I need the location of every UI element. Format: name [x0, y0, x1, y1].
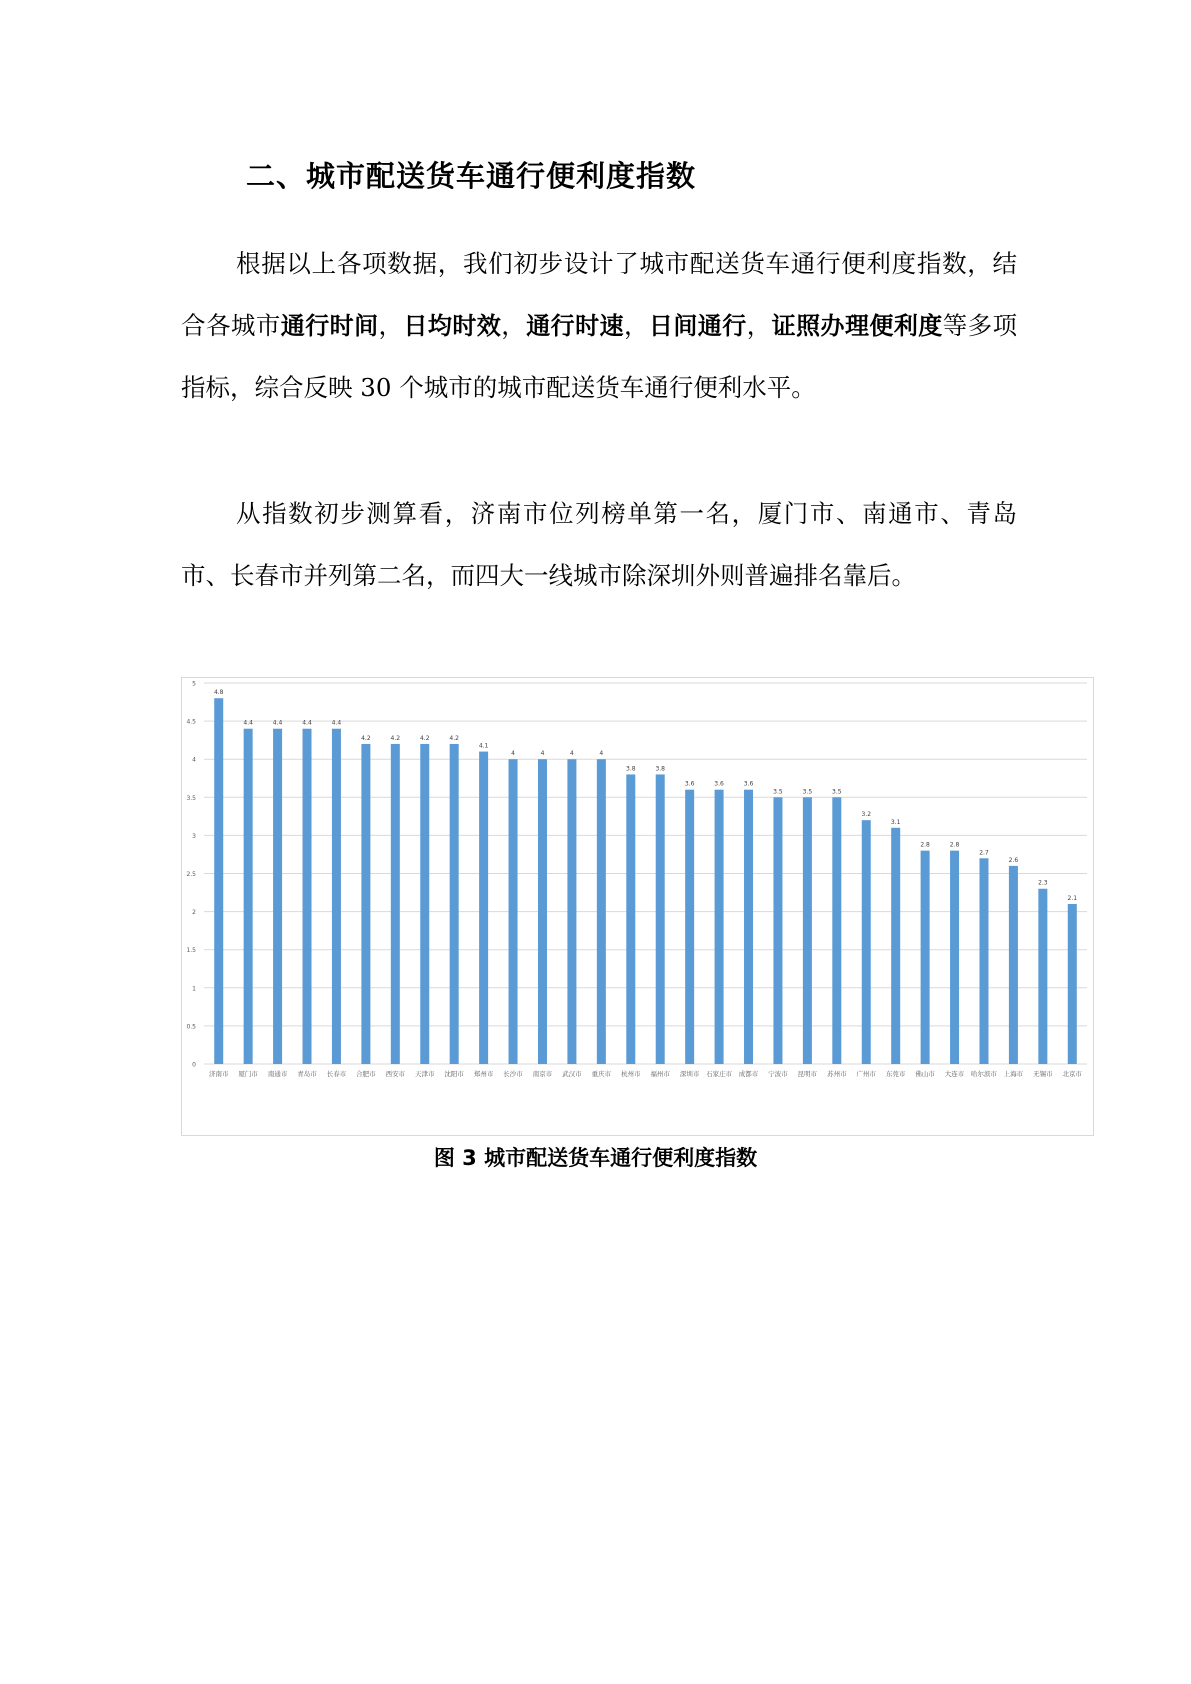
bar-24: [891, 828, 900, 1064]
x-tick-label: 长春市: [326, 1070, 347, 1078]
data-label: 2.1: [1067, 894, 1078, 902]
bar-3: [273, 729, 282, 1064]
data-label: 4: [540, 750, 545, 758]
data-label: 4.4: [302, 719, 312, 727]
indicator-daily-timeliness: 日均时效: [403, 312, 502, 340]
bar-16: [656, 774, 665, 1064]
y-axis-ticks: [186, 681, 196, 1069]
x-tick-label: 东莞市: [885, 1070, 906, 1078]
para1-text-a: 根据以上各项数据，我们初步设计了城市配送货车通行便利度指数，结合各城市: [181, 249, 1017, 340]
x-tick-label: 重庆市: [591, 1070, 612, 1078]
data-label: 4.2: [361, 734, 371, 742]
bar-23: [862, 820, 871, 1064]
bar-17: [685, 790, 694, 1064]
bar-18: [715, 790, 724, 1064]
bar-10: [479, 752, 488, 1064]
data-label: 3.6: [743, 780, 754, 788]
data-label: 4.2: [449, 734, 459, 742]
bar-2: [244, 729, 253, 1064]
figure-caption: 图 3 城市配送货车通行便利度指数: [433, 1146, 758, 1170]
x-tick-label: 石家庄市: [706, 1070, 733, 1078]
bar-22: [832, 797, 841, 1064]
x-axis-ticks: [209, 1069, 1083, 1078]
x-tick-label: 长沙市: [503, 1070, 523, 1078]
x-tick-label: 宁波市: [768, 1070, 788, 1078]
bar-27: [979, 858, 988, 1064]
x-tick-label: 南京市: [532, 1070, 553, 1078]
data-label: 4.4: [243, 719, 253, 727]
data-label: 3.5: [832, 788, 842, 796]
x-tick-label: 北京市: [1062, 1070, 1083, 1078]
x-tick-label: 深圳市: [679, 1070, 700, 1078]
para1-sep-2: ，: [501, 311, 527, 340]
x-tick-label: 佛山市: [915, 1070, 935, 1078]
x-tick-label: 武汉市: [562, 1070, 582, 1078]
paragraph-intro: [181, 233, 1017, 419]
bar-12: [538, 759, 547, 1064]
bar-15: [626, 774, 635, 1064]
bar-25: [921, 851, 930, 1064]
data-label: 4.4: [272, 719, 283, 727]
data-label: 2.8: [949, 841, 960, 849]
data-label: 4: [599, 750, 604, 758]
bar-4: [303, 729, 312, 1064]
bar-8: [420, 744, 429, 1064]
para1-sep-3: ，: [623, 311, 649, 340]
y-tick-label: 3: [192, 832, 196, 840]
x-tick-label: 济南市: [208, 1070, 229, 1078]
y-tick-label: 0: [192, 1061, 196, 1069]
bar-13: [567, 759, 576, 1064]
paragraph-ranking: 从指数初步测算看，济南市位列榜单第一名，厦门市、南通市、青岛市、长春市并列第二名，而四大一线城市除深圳外则普遍排名靠后。: [181, 499, 1017, 590]
data-label: 3.1: [890, 818, 901, 826]
x-tick-label: 大连市: [944, 1070, 965, 1078]
data-label: 3.2: [861, 811, 872, 819]
x-tick-label: 成都市: [738, 1070, 759, 1078]
indicator-speed: 通行时速: [526, 312, 624, 340]
data-label: 3.5: [802, 788, 813, 796]
para1-sep-4: ，: [746, 311, 772, 340]
bar-26: [950, 851, 959, 1064]
indicator-daytime-access: 日间通行: [648, 312, 747, 340]
data-label: 2.8: [920, 841, 930, 849]
x-tick-label: 合肥市: [356, 1070, 376, 1078]
bar-6: [361, 744, 370, 1064]
x-tick-label: 福州市: [650, 1070, 670, 1078]
y-tick-label: 0.5: [186, 1023, 196, 1031]
para1-sep-1: ，: [378, 311, 404, 340]
data-label: 4.4: [331, 719, 342, 727]
indicator-pass-time: 通行时间: [280, 312, 379, 340]
x-tick-label: 无锡市: [1033, 1070, 1053, 1078]
x-tick-label: 西安市: [385, 1070, 406, 1078]
data-label: 3.6: [684, 780, 695, 788]
data-label: 4.8: [213, 689, 224, 697]
y-tick-label: 1: [192, 985, 196, 993]
bar-19: [744, 790, 753, 1064]
bar-chart: [182, 678, 1093, 1135]
data-label: 2.3: [1038, 879, 1048, 887]
data-label: 3.8: [655, 765, 665, 773]
section-heading: 二、城市配送货车通行便利度指数: [246, 159, 697, 193]
bar-7: [391, 744, 400, 1064]
bar-chart-container: [181, 677, 1094, 1136]
x-tick-label: 沈阳市: [444, 1070, 464, 1078]
y-tick-label: 4: [192, 756, 196, 764]
y-tick-label: 3.5: [186, 794, 196, 802]
x-tick-label: 杭州市: [621, 1070, 641, 1078]
x-tick-label: 青岛市: [297, 1070, 317, 1078]
x-tick-label: 天津市: [415, 1070, 435, 1078]
bars: [214, 698, 1077, 1064]
data-label: 2.6: [1008, 856, 1019, 864]
bar-30: [1068, 904, 1077, 1064]
x-tick-label: 南通市: [267, 1070, 288, 1078]
indicator-permit-convenience: 证照办理便利度: [771, 312, 943, 340]
y-tick-label: 5: [192, 680, 196, 688]
y-tick-label: 2: [192, 909, 196, 917]
bar-5: [332, 729, 341, 1064]
x-tick-label: 苏州市: [827, 1070, 847, 1078]
x-tick-label: 哈尔滨市: [970, 1070, 997, 1078]
bar-9: [450, 744, 459, 1064]
data-label: 4: [511, 750, 515, 758]
bar-11: [509, 759, 518, 1064]
data-label: 4: [570, 750, 574, 758]
x-tick-label: 上海市: [1003, 1070, 1024, 1078]
data-label: 4.2: [390, 734, 401, 742]
y-tick-label: 2.5: [186, 871, 196, 878]
x-tick-label: 郑州市: [473, 1070, 494, 1078]
bar-20: [773, 797, 782, 1064]
bar-21: [803, 797, 812, 1064]
x-tick-label: 广州市: [856, 1070, 876, 1078]
x-tick-label: 昆明市: [797, 1070, 818, 1078]
bar-14: [597, 759, 606, 1064]
data-label: 4.1: [478, 742, 489, 750]
data-label: 3.8: [626, 765, 636, 773]
data-label: 2.7: [979, 849, 989, 857]
data-label: 4.2: [419, 734, 430, 742]
bar-1: [214, 698, 223, 1064]
y-tick-label: 4.5: [186, 718, 196, 726]
bar-28: [1009, 866, 1018, 1064]
data-label: 3.6: [714, 780, 724, 788]
y-tick-label: 1.5: [186, 947, 196, 955]
data-label: 3.5: [773, 788, 783, 796]
x-tick-label: 厦门市: [238, 1070, 258, 1078]
bar-29: [1038, 889, 1047, 1064]
para1-text-b: 等多项指标，综合反映 30 个城市的城市配送货车通行便利水平。: [181, 311, 1018, 402]
